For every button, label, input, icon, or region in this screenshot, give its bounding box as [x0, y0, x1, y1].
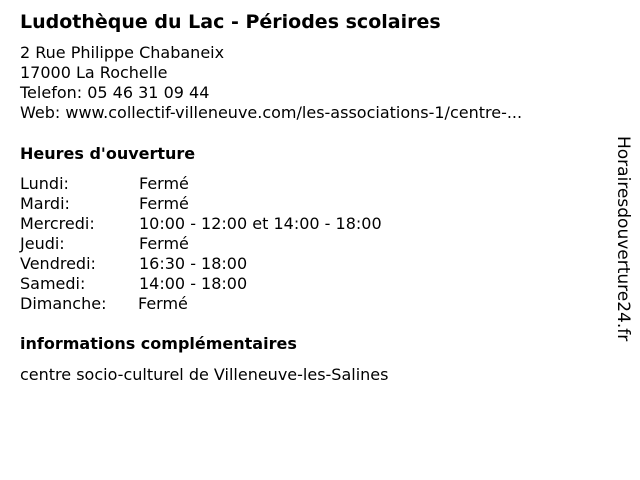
website-link[interactable]: Web: www.collectif-villeneuve.com/les-associations-1/centre-... — [20, 103, 523, 122]
hours-time: 14:00 - 18:00 — [139, 274, 248, 293]
phone-number: Telefon: 05 46 31 09 44 — [20, 83, 210, 102]
hours-time: 16:30 - 18:00 — [139, 254, 248, 273]
hours-time: 10:00 - 12:00 et 14:00 - 18:00 — [139, 214, 382, 233]
site-watermark: Horairesdouverture24.fr — [613, 136, 633, 342]
address-street: 2 Rue Philippe Chabaneix — [20, 43, 225, 62]
hours-time: Fermé — [139, 194, 189, 213]
hours-day: Mercredi: — [20, 214, 95, 233]
hours-day: Dimanche: — [20, 294, 107, 313]
hours-time: Fermé — [138, 294, 188, 313]
hours-time: Fermé — [139, 174, 189, 193]
hours-day: Jeudi: — [20, 234, 65, 253]
hours-heading: Heures d'ouverture — [20, 144, 196, 163]
address-block — [20, 43, 522, 123]
hours-day: Samedi: — [20, 274, 86, 293]
hours-time: Fermé — [139, 234, 189, 253]
hours-day: Lundi: — [20, 174, 69, 193]
hours-day: Vendredi: — [20, 254, 96, 273]
hours-day: Mardi: — [20, 194, 70, 213]
info-heading: informations complémentaires — [20, 334, 297, 353]
address-city: 17000 La Rochelle — [20, 63, 168, 82]
info-text: centre socio-culturel de Villeneuve-les-Salines — [20, 365, 389, 384]
page-title: Ludothèque du Lac - Périodes scolaires — [20, 11, 441, 33]
